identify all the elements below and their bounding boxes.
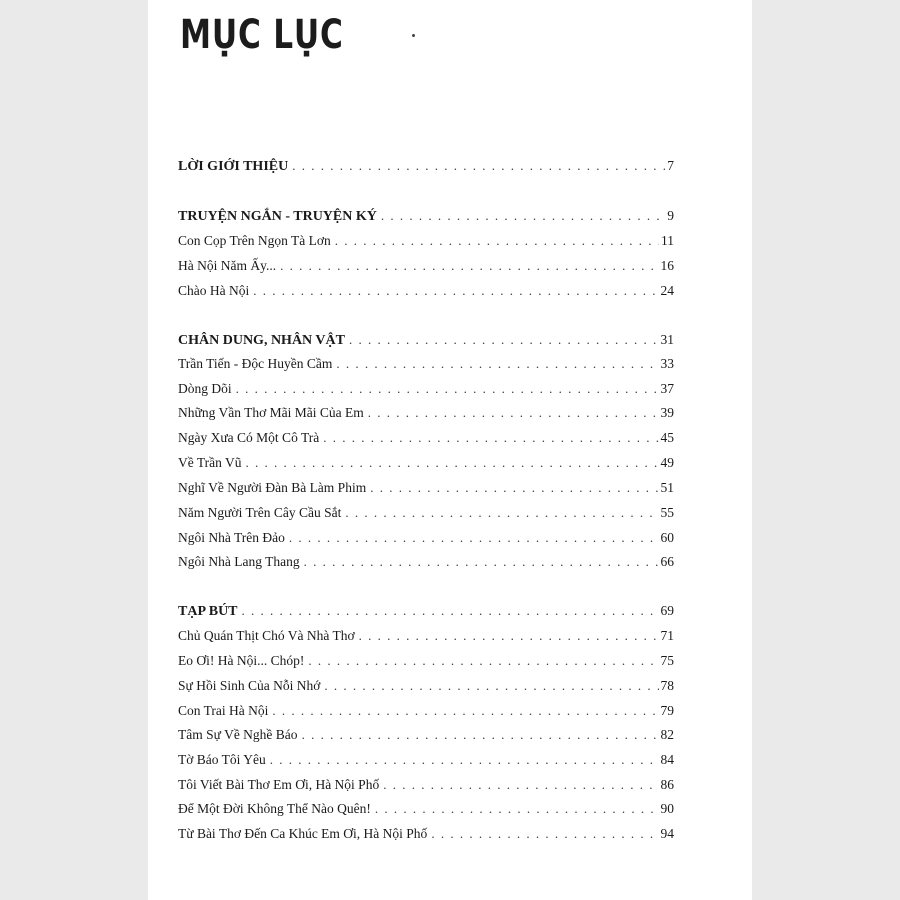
toc-page-number: 90 xyxy=(660,801,674,816)
toc-section-row xyxy=(178,158,674,182)
toc-entry-title: Eo Ơi! Hà Nội... Chóp! xyxy=(178,653,305,668)
toc-leader-dots xyxy=(272,703,658,719)
toc-entry-row xyxy=(178,752,674,776)
toc-entry-title: Chủ Quán Thịt Chó Và Nhà Thơ xyxy=(178,628,355,643)
toc-entry-title: Tôi Viết Bài Thơ Em Ơi, Hà Nội Phố xyxy=(178,777,380,792)
toc-section-row xyxy=(178,603,674,627)
toc-section-row xyxy=(178,332,674,356)
toc-page-number: 86 xyxy=(660,777,674,792)
toc-leader-dots xyxy=(336,356,658,372)
toc-entry-title: Tờ Báo Tôi Yêu xyxy=(178,752,266,767)
toc-page-number: 11 xyxy=(661,233,674,248)
toc-entry-row xyxy=(178,480,674,504)
toc-page-number: 69 xyxy=(660,603,674,618)
toc-leader-dots xyxy=(370,480,658,496)
toc-leader-dots xyxy=(323,430,658,446)
toc-entry-row xyxy=(178,258,674,282)
toc-leader-dots xyxy=(270,752,659,768)
toc-leader-dots xyxy=(302,727,659,743)
toc-entry-title: Chào Hà Nội xyxy=(178,283,250,298)
toc-leader-dots xyxy=(289,530,659,546)
toc-entry-row xyxy=(178,283,674,307)
toc-entry-row xyxy=(178,505,674,529)
toc-page-number: 24 xyxy=(660,283,674,298)
toc-section-row xyxy=(178,208,674,232)
toc-page-number: 31 xyxy=(660,332,674,347)
toc-entry-row xyxy=(178,455,674,479)
toc-page-number: 78 xyxy=(660,678,674,693)
toc-entry-row xyxy=(178,381,674,405)
toc-entry-row xyxy=(178,356,674,380)
toc-page-number: 37 xyxy=(660,381,674,396)
toc-entry-row xyxy=(178,777,674,801)
toc-leader-dots xyxy=(236,381,659,397)
toc-leader-dots xyxy=(431,826,658,842)
toc-entry-row xyxy=(178,727,674,751)
toc-entry-title: Từ Bài Thơ Đến Ca Khúc Em Ơi, Hà Nội Phố xyxy=(178,826,428,841)
toc-entry-title: Ngôi Nhà Trên Đảo xyxy=(178,530,285,545)
toc-page-number: 79 xyxy=(660,703,674,718)
toc-entry-row xyxy=(178,430,674,454)
toc-entry-title: Ngôi Nhà Lang Thang xyxy=(178,554,300,569)
toc-entry-title: Để Một Đời Không Thể Nào Quên! xyxy=(178,801,371,816)
toc-leader-dots xyxy=(324,678,658,694)
toc-entry-row xyxy=(178,653,674,677)
toc-leader-dots xyxy=(335,233,659,249)
toc-entry-row xyxy=(178,628,674,652)
toc-page-number: 66 xyxy=(660,554,674,569)
toc-entry-title: Tâm Sự Về Nghề Báo xyxy=(178,727,298,742)
toc-section-title: TRUYỆN NGẮN - TRUYỆN KÝ xyxy=(178,209,377,224)
toc-entry-title: Trần Tiến - Độc Huyền Cầm xyxy=(178,356,333,371)
toc-page-number: 51 xyxy=(660,480,674,495)
toc-entry-title: Con Trai Hà Nội xyxy=(178,703,269,718)
toc-page-number: 39 xyxy=(660,405,674,420)
toc-page-number: 7 xyxy=(667,158,674,173)
toc-entry-title: Sự Hồi Sinh Của Nỗi Nhớ xyxy=(178,678,321,693)
toc-leader-dots xyxy=(308,653,658,669)
toc-page-number: 84 xyxy=(660,752,674,767)
ink-speck xyxy=(412,34,415,37)
toc-leader-dots xyxy=(253,283,658,299)
toc-entry-title: Ngày Xưa Có Một Cô Trà xyxy=(178,430,320,445)
toc-leader-dots xyxy=(368,405,659,421)
toc-leader-dots xyxy=(242,603,659,619)
toc-entry-row xyxy=(178,678,674,702)
toc-leader-dots xyxy=(375,801,659,817)
toc-section-title: TẠP BÚT xyxy=(178,604,238,619)
toc-page-number: 55 xyxy=(660,505,674,520)
toc-entry-row xyxy=(178,554,674,578)
toc-leader-dots xyxy=(280,258,658,274)
toc-page-number: 16 xyxy=(660,258,674,273)
toc-entry-title: Năm Người Trên Cây Cầu Sắt xyxy=(178,505,342,520)
toc-page-number: 60 xyxy=(660,530,674,545)
page-title: MỤC LỤC xyxy=(180,12,344,58)
toc-page-number: 9 xyxy=(667,208,674,223)
toc-entry-title: Dòng Dõi xyxy=(178,381,232,396)
toc-leader-dots xyxy=(381,208,665,224)
toc-entry-row xyxy=(178,801,674,825)
toc-entry-row xyxy=(178,233,674,257)
toc-section-title: CHÂN DUNG, NHÂN VẬT xyxy=(178,333,345,348)
toc-page-number: 49 xyxy=(660,455,674,470)
toc-page-number: 33 xyxy=(660,356,674,371)
toc-leader-dots xyxy=(359,628,659,644)
toc-page-number: 71 xyxy=(660,628,674,643)
toc-entry-row xyxy=(178,405,674,429)
toc-entry-title: Nghĩ Về Người Đàn Bà Làm Phim xyxy=(178,480,367,495)
toc-leader-dots xyxy=(349,332,659,348)
toc-section-title: LỜI GIỚI THIỆU xyxy=(178,159,289,174)
toc-entry-row xyxy=(178,530,674,554)
toc-entry-title: Con Cọp Trên Ngọn Tà Lơn xyxy=(178,233,331,248)
toc-leader-dots xyxy=(345,505,658,521)
toc-leader-dots xyxy=(304,554,659,570)
toc-entry-title: Về Trần Vũ xyxy=(178,455,242,470)
toc-entry-title: Hà Nội Năm Ấy... xyxy=(178,258,277,273)
toc-entry-row xyxy=(178,703,674,727)
toc-leader-dots xyxy=(383,777,658,793)
toc-entry-row xyxy=(178,826,674,850)
toc-page-number: 45 xyxy=(660,430,674,445)
book-page xyxy=(148,0,752,900)
toc-page-number: 94 xyxy=(660,826,674,841)
toc-leader-dots xyxy=(292,158,665,174)
toc-entry-title: Những Vần Thơ Mãi Mãi Của Em xyxy=(178,405,364,420)
toc-leader-dots xyxy=(246,455,659,471)
toc-page-number: 75 xyxy=(660,653,674,668)
toc-page-number: 82 xyxy=(660,727,674,742)
